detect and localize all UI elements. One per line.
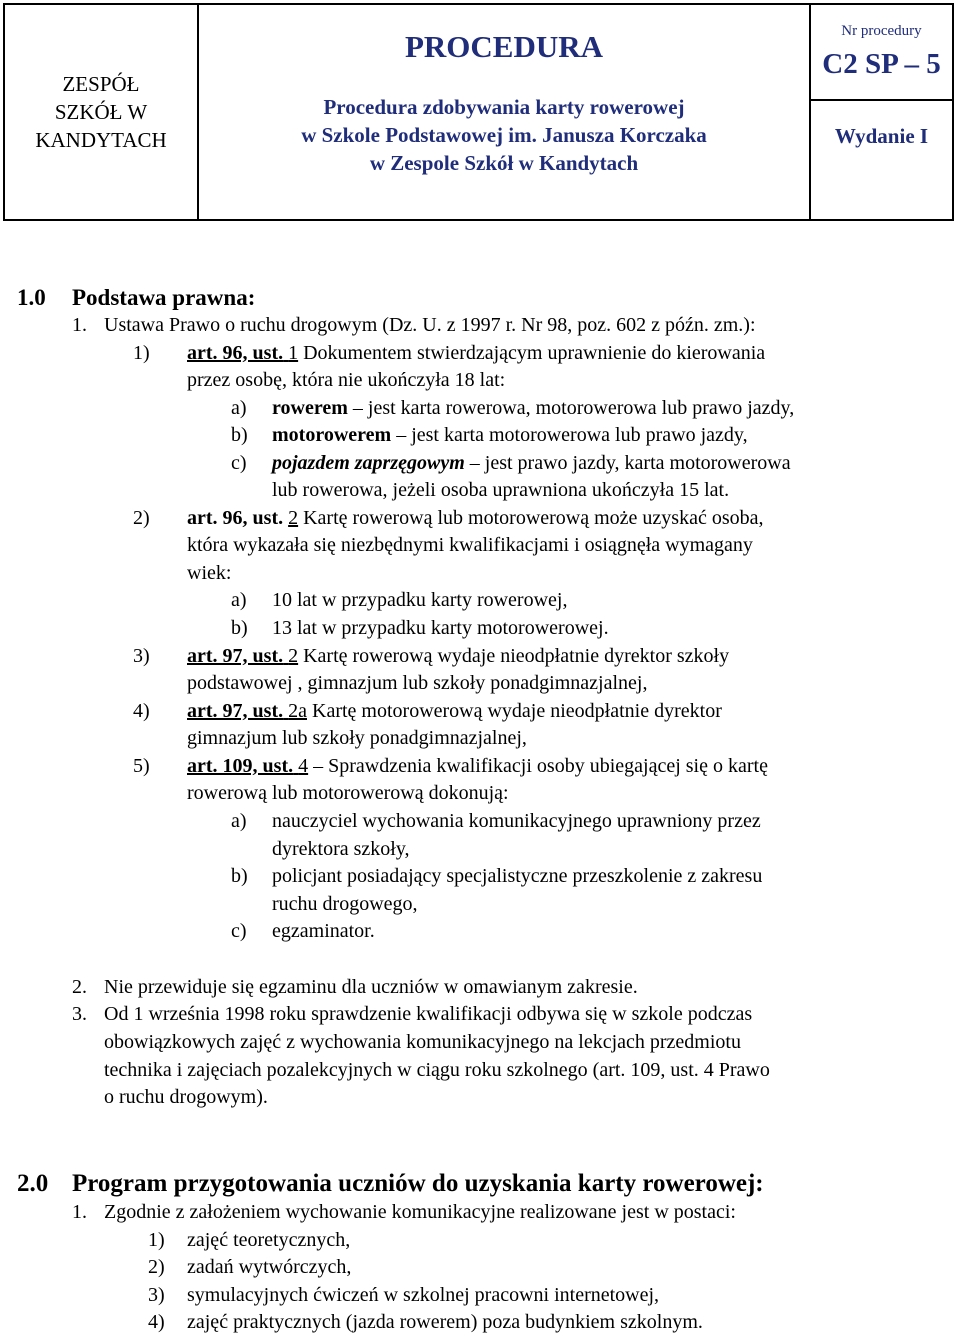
list-number: 2. — [72, 976, 87, 998]
edition-label: Wydanie I — [834, 123, 929, 148]
item-text: nauczyciel wychowania komunikacyjnego uprawniony przez — [272, 810, 761, 832]
list-item — [272, 450, 791, 477]
list-number: 3. — [72, 1003, 87, 1025]
item-text: przez osobę, która nie ukończyła 18 lat: — [187, 369, 506, 391]
procedure-subtitle-line: Procedura zdobywania karty rowerowej — [323, 95, 685, 119]
section-heading: Program przygotowania uczniów do uzyskania karty rowerowej: — [72, 1170, 764, 1197]
item-text: zajęć praktycznych (jazda rowerem) poza budynkiem szkolnym. — [187, 1311, 703, 1333]
article-paragraph: 1 — [288, 342, 299, 364]
list-number: 1. — [72, 1201, 87, 1223]
article-paragraph: 2 — [288, 507, 299, 529]
item-text: symulacyjnych ćwiczeń w szkolnej pracowni internetowej, — [187, 1284, 660, 1306]
list-letter: b) — [231, 424, 248, 446]
article-paragraph: 2a — [288, 700, 307, 722]
item-text: rowerową lub motorowerową dokonują: — [187, 782, 509, 804]
item-text: lub rowerowa, jeżeli osoba uprawniona ukończyła 15 lat. — [272, 479, 730, 501]
list-number: 3) — [133, 645, 150, 667]
paragraph-text: obowiązkowych zajęć z wychowania komunikacyjnego na lekcjach przedmiotu — [104, 1031, 741, 1053]
item-text: Kartę rowerową wydaje nieodpłatnie dyrektor szkoły — [298, 645, 730, 667]
procedure-subtitle-line: w Zespole Szkół w Kandytach — [369, 151, 639, 175]
list-number: 4) — [133, 700, 150, 722]
list-item — [272, 395, 794, 422]
article-paragraph: 2 — [288, 645, 299, 667]
article-reference: art. 96, ust. — [187, 507, 284, 529]
item-text: podstawowej , gimnazjum lub szkoły ponadgimnazjalnej, — [187, 672, 648, 694]
article-paragraph: 4 — [298, 755, 309, 777]
list-number: 3) — [148, 1284, 165, 1306]
list-number: 1) — [133, 342, 150, 364]
list-number: 1) — [148, 1229, 165, 1251]
list-item — [187, 698, 722, 725]
list-letter: c) — [231, 920, 247, 942]
paragraph-text: Nie przewiduje się egzaminu dla uczniów w omawianym zakresie. — [104, 976, 638, 998]
school-name-line: ZESPÓŁ — [62, 72, 140, 96]
section-number: 2.0 — [17, 1170, 49, 1197]
list-letter: b) — [231, 865, 248, 887]
edition-cell — [811, 101, 952, 171]
section-number: 1.0 — [17, 285, 46, 310]
item-text: zajęć teoretycznych, — [187, 1229, 351, 1251]
list-item — [187, 340, 765, 367]
list-item — [187, 505, 764, 532]
list-number: 2) — [148, 1256, 165, 1278]
article-reference: art. 97, ust. — [187, 700, 284, 722]
item-text: Kartę rowerową lub motorowerową może uzyskać osoba, — [298, 507, 764, 529]
list-letter: a) — [231, 397, 247, 419]
paragraph-text: technika i zajęciach pozalekcyjnych w ciągu roku szkolnego (art. 109, ust. 4 Prawo — [104, 1059, 770, 1081]
list-letter: c) — [231, 452, 247, 474]
list-letter: a) — [231, 810, 247, 832]
list-number: 4) — [148, 1311, 165, 1333]
item-text: ruchu drogowego, — [272, 893, 418, 915]
item-text: która wykazała się niezbędnymi kwalifikacjami i osiągnęła wymagany — [187, 534, 753, 556]
list-number: 5) — [133, 755, 150, 777]
list-item — [187, 643, 729, 670]
item-text: Dokumentem stwierdzającym uprawnienie do kierowania — [298, 342, 766, 364]
list-letter: b) — [231, 617, 248, 639]
list-item — [187, 753, 768, 780]
vehicle-term: rowerem — [272, 397, 348, 419]
vehicle-term: pojazdem zaprzęgowym — [272, 452, 465, 474]
paragraph-text: Zgodnie z założeniem wychowanie komunikacyjne realizowane jest w postaci: — [104, 1201, 736, 1223]
procedure-subtitle-line: w Szkole Podstawowej im. Janusza Korczaka — [301, 123, 707, 147]
procedure-title-cell — [199, 5, 809, 219]
paragraph-text: Od 1 września 1998 roku sprawdzenie kwalifikacji odbywa się w szkole podczas — [104, 1003, 753, 1025]
item-text: gimnazjum lub szkoły ponadgimnazjalnej, — [187, 727, 527, 749]
item-text: wiek: — [187, 562, 232, 584]
vehicle-term: motorowerem — [272, 424, 392, 446]
list-number: 1. — [72, 314, 87, 336]
procedure-number-label: Nr procedury — [841, 23, 922, 39]
paragraph-text: o ruchu drogowym). — [104, 1086, 268, 1108]
item-text: 13 lat w przypadku karty motorowerowej. — [272, 617, 609, 639]
list-letter: a) — [231, 589, 247, 611]
item-text: egzaminator. — [272, 920, 375, 942]
item-text: – jest karta rowerowa, motorowerowa lub prawo jazdy, — [347, 397, 795, 419]
article-reference: art. 109, ust. — [187, 755, 294, 777]
procedure-header-table — [3, 3, 954, 221]
procedure-title: PROCEDURA — [404, 29, 604, 64]
item-text: – jest prawo jazdy, karta motorowerowa — [464, 452, 791, 474]
item-text: – jest karta motorowerowa lub prawo jazdy, — [391, 424, 748, 446]
item-text: policjant posiadający specjalistyczne przeszkolenie z zakresu — [272, 865, 763, 887]
item-text: dyrektora szkoły, — [272, 838, 410, 860]
school-name-cell — [5, 5, 197, 219]
school-name-line: SZKÓŁ W — [54, 100, 148, 124]
item-text: – Sprawdzenia kwalifikacji osoby ubiegającej się o kartę — [308, 755, 768, 777]
procedure-number-cell — [811, 5, 952, 99]
item-text: Kartę motorowerową wydaje nieodpłatnie dyrektor — [307, 700, 722, 722]
statute-title: Ustawa Prawo o ruchu drogowym (Dz. U. z 1997 r. Nr 98, poz. 602 z późn. zm.): — [104, 314, 756, 336]
item-text: 10 lat w przypadku karty rowerowej, — [272, 589, 568, 611]
section-heading: Podstawa prawna: — [72, 285, 256, 310]
procedure-number: C2 SP – 5 — [822, 48, 941, 80]
school-name-line: KANDYTACH — [35, 128, 167, 152]
item-text: zadań wytwórczych, — [187, 1256, 352, 1278]
article-reference: art. 97, ust. — [187, 645, 284, 667]
list-item — [272, 422, 748, 449]
article-reference: art. 96, ust. — [187, 342, 284, 364]
list-number: 2) — [133, 507, 150, 529]
